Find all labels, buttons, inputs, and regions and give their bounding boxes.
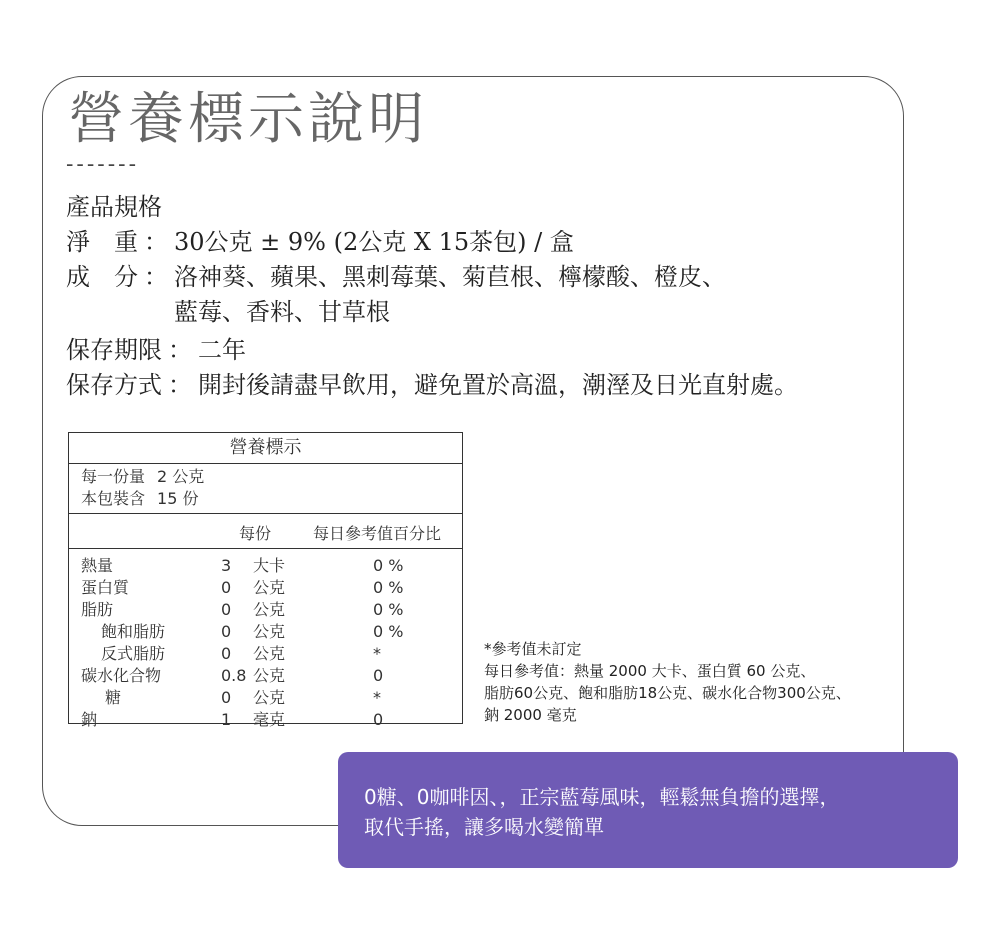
nutrition-row — [69, 621, 462, 643]
colon: ： — [168, 336, 192, 364]
nutrition-row — [69, 709, 462, 731]
serving-size-value: 2 公克 — [157, 467, 205, 486]
nutrition-row — [69, 555, 462, 577]
nutrient-unit: 公克 — [253, 666, 286, 685]
nutrient-daily-value: 0 % — [373, 578, 404, 597]
nutrition-row — [69, 599, 462, 621]
colon: ： — [168, 371, 192, 399]
storage-value: 開封後請盡早飲用，避免置於高溫，潮溼及日光直射處。 — [198, 371, 798, 399]
servings-value: 15 份 — [157, 489, 199, 508]
net-weight-line — [66, 230, 574, 254]
spec-heading: 產品規格 — [66, 193, 162, 221]
storage-label: 保存方式 — [66, 371, 162, 399]
nutrient-amount: 0 — [221, 578, 232, 597]
nutrient-amount: 3 — [221, 556, 232, 575]
nutrient-unit: 毫克 — [253, 710, 286, 729]
nutrition-row — [69, 687, 462, 709]
nutrient-unit: 大卡 — [253, 556, 286, 575]
serving-info — [69, 464, 462, 514]
nutrient-amount: 0.8 — [221, 666, 247, 685]
nutrition-row — [69, 665, 462, 687]
nutrient-daily-value: 0 — [373, 666, 384, 685]
col-daily-value: 每日參考值百分比 — [313, 524, 442, 543]
ingredients-value-1: 洛神葵、蘋果、黑刺莓葉、菊苣根、檸檬酸、橙皮、 — [174, 263, 726, 291]
nutrient-daily-value: 0 — [373, 710, 384, 729]
shelf-life-line — [66, 338, 246, 362]
banner-line: 取代手搖，讓多喝水變簡單 — [364, 815, 604, 839]
shelf-life-value: 二年 — [198, 336, 246, 364]
nutrient-unit: 公克 — [253, 688, 286, 707]
nutrient-name: 熱量 — [81, 556, 114, 575]
nutrient-name: 飽和脂肪 — [101, 622, 166, 641]
nutrient-name: 脂肪 — [81, 600, 114, 619]
promo-banner — [338, 752, 958, 868]
nutrient-amount: 0 — [221, 622, 232, 641]
nutrient-daily-value: * — [373, 644, 381, 663]
footnote-line: 鈉 2000 毫克 — [484, 706, 577, 724]
nutrition-row — [69, 577, 462, 599]
ingredients-value-2: 藍莓、香料、甘草根 — [174, 298, 390, 326]
nutrient-daily-value: 0 % — [373, 556, 404, 575]
column-header — [69, 514, 462, 549]
title-divider: ------- — [66, 152, 140, 177]
page-title: 營養標示說明 — [68, 87, 428, 152]
shelf-life-label: 保存期限 — [66, 336, 162, 364]
nutrition-title: 營養標示 — [69, 433, 462, 464]
nutrient-daily-value: 0 % — [373, 600, 404, 619]
banner-line: 0糖、0咖啡因、，正宗藍莓風味，輕鬆無負擔的選擇， — [364, 785, 840, 809]
nutrient-name: 蛋白質 — [81, 578, 130, 597]
servings-label: 本包裝含 — [81, 489, 146, 508]
nutrient-amount: 0 — [221, 600, 232, 619]
footnote — [484, 638, 851, 726]
nutrition-row — [69, 643, 462, 665]
nutrition-rows — [69, 549, 462, 731]
footnote-line: 脂肪60公克、飽和脂肪18公克、碳水化合物300公克、 — [484, 684, 851, 702]
ingredients-line — [66, 265, 726, 289]
nutrient-unit: 公克 — [253, 644, 286, 663]
colon: ： — [144, 228, 168, 256]
nutrient-name: 反式脂肪 — [101, 644, 166, 663]
storage-line — [66, 373, 798, 397]
net-weight-value: 30公克 ± 9% (2公克 X 15茶包) / 盒 — [174, 228, 574, 256]
ingredients-label: 成 分 — [66, 263, 138, 291]
nutrient-unit: 公克 — [253, 578, 286, 597]
net-weight-label: 淨 重 — [66, 228, 138, 256]
nutrient-daily-value: 0 % — [373, 622, 404, 641]
serving-size-label: 每一份量 — [81, 467, 146, 486]
col-per-serving: 每份 — [239, 524, 272, 543]
nutrition-table — [68, 432, 463, 729]
nutrient-unit: 公克 — [253, 600, 286, 619]
nutrient-daily-value: * — [373, 688, 381, 707]
nutrient-name: 碳水化合物 — [81, 666, 162, 685]
nutrient-amount: 0 — [221, 688, 232, 707]
footnote-line: 每日參考值：熱量 2000 大卡、蛋白質 60 公克、 — [484, 662, 816, 680]
footnote-line: *參考值未訂定 — [484, 640, 582, 658]
colon: ： — [144, 263, 168, 291]
nutrient-name: 鈉 — [81, 710, 98, 729]
nutrient-amount: 0 — [221, 644, 232, 663]
nutrient-unit: 公克 — [253, 622, 286, 641]
nutrient-amount: 1 — [221, 710, 232, 729]
nutrient-name: 糖 — [105, 688, 122, 707]
